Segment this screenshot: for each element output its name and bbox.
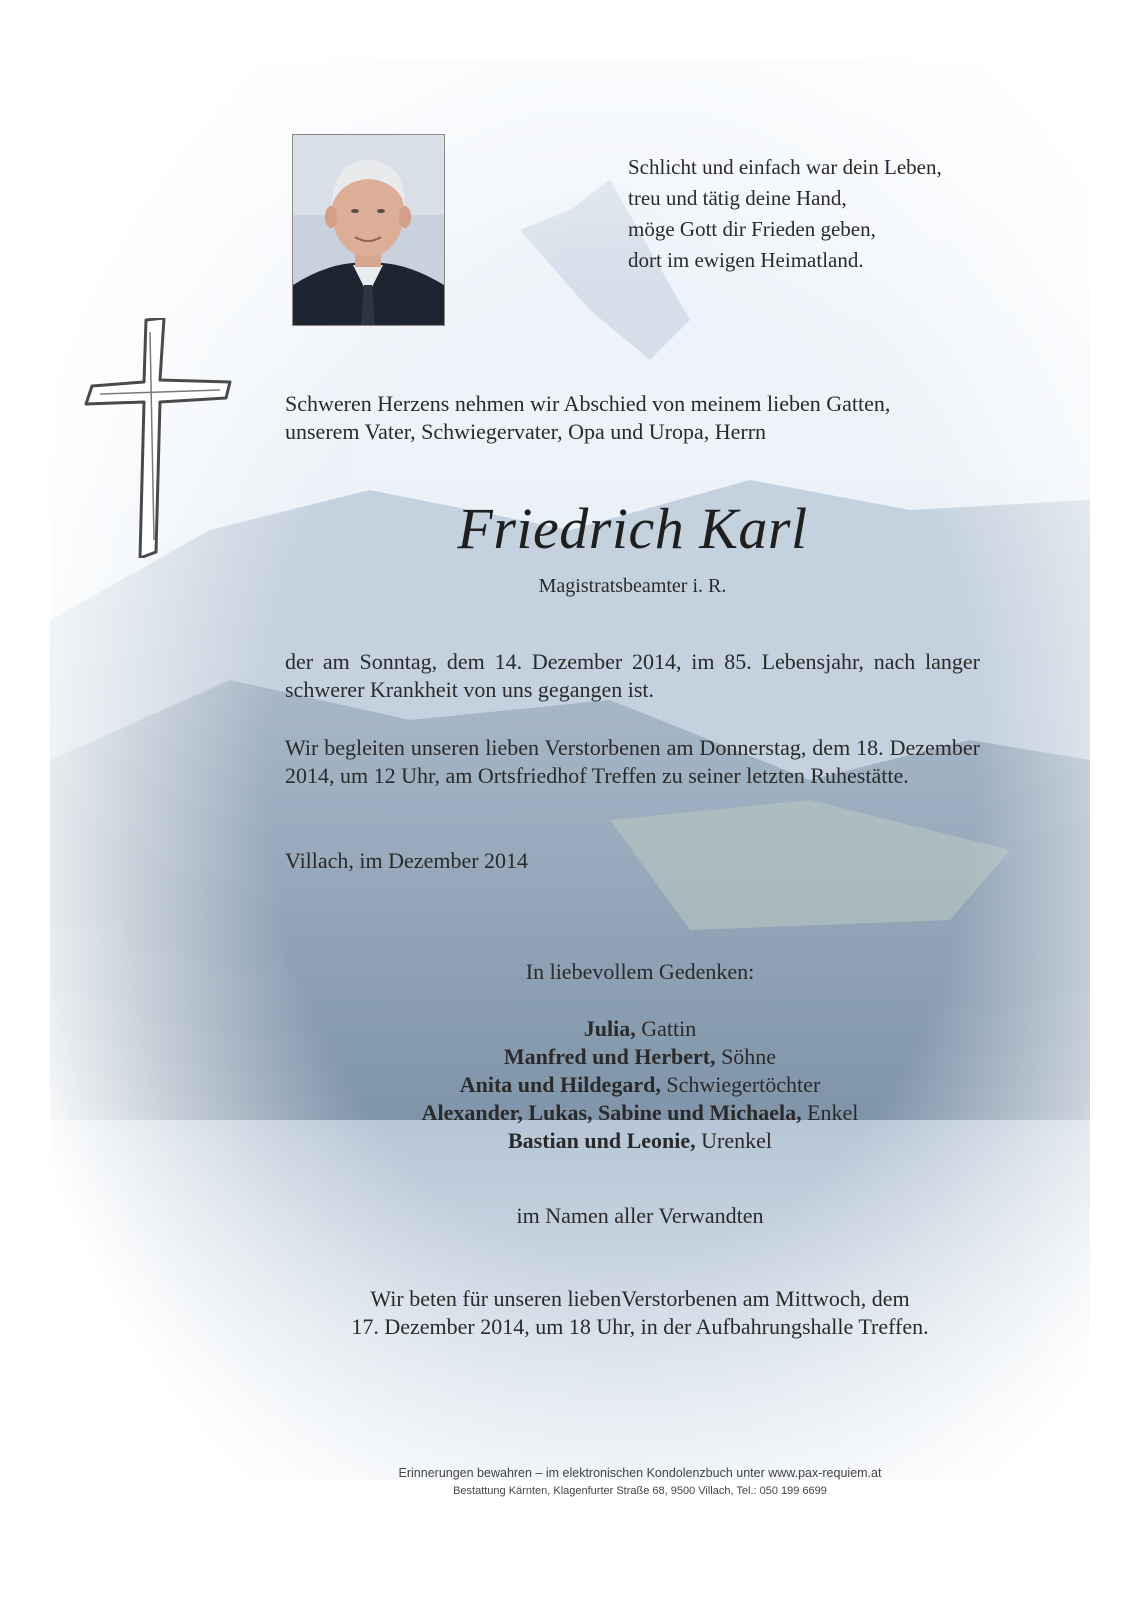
mourner-names: Bastian und Leonie, (507, 1128, 696, 1153)
poem-line: Schlicht und einfach war dein Leben, (628, 155, 942, 179)
mourner-relation: Enkel (807, 1100, 859, 1125)
mourner-relation: Urenkel (701, 1128, 773, 1153)
footer-address-line: Bestattung Kärnten, Klagenfurter Straße 68, 9500 Villach, Tel.: 050 199 6699 (453, 1485, 827, 1497)
mourner-relation: Söhne (721, 1044, 777, 1069)
mourner-line (180, 1071, 1100, 1099)
intro-line: unserem Vater, Schwiegervater, Opa und Uropa, Herrn (285, 419, 767, 444)
deceased-title: Magistratsbeamter i. R. (538, 575, 727, 597)
death-notice: der am Sonntag, dem 14. Dezember 2014, im 85. Lebensjahr, nach langer schwerer Krankheit von uns gegangen ist. (285, 649, 980, 702)
deceased-name: Friedrich Karl (457, 496, 808, 561)
on-behalf-line: im Namen aller Verwandten (516, 1203, 764, 1228)
poem-line: dort im ewigen Heimatland. (628, 248, 864, 272)
portrait-photo (292, 134, 445, 326)
mourner-line (180, 1099, 1100, 1127)
intro-text (285, 390, 980, 446)
cross-icon (84, 318, 234, 558)
prayer-line: 17. Dezember 2014, um 18 Uhr, in der Aufbahrungshalle Treffen. (351, 1314, 929, 1339)
prayer-line: Wir beten für unseren liebenVerstorbenen am Mittwoch, dem (370, 1286, 910, 1311)
footer-condolence-line: Erinnerungen bewahren – im elektronischen Kondolenzbuch unter www.pax-requiem.at (398, 1466, 882, 1480)
poem (628, 152, 958, 276)
mourner-line (180, 1043, 1100, 1071)
poem-line: möge Gott dir Frieden geben, (628, 217, 876, 241)
poem-line: treu und tätig deine Hand, (628, 186, 847, 210)
place-date: Villach, im Dezember 2014 (285, 848, 529, 873)
mourner-relation: Gattin (641, 1016, 697, 1041)
mourner-names: Alexander, Lukas, Sabine und Michaela, (421, 1100, 802, 1125)
mourner-line (180, 1127, 1100, 1155)
mourner-line (180, 1015, 1100, 1043)
gedenken-heading: In liebevollem Gedenken: (525, 959, 755, 984)
mourner-names: Anita und Hildegard, (459, 1072, 661, 1097)
mourner-relation: Schwiegertöchter (666, 1072, 821, 1097)
burial-notice: Wir begleiten unseren lieben Verstorbenen am Donnerstag, dem 18. Dezember 2014, um 12 Uhr, am Ortsfriedhof Treffen zu seiner letzten Ruhestätte. (285, 735, 980, 788)
mourner-names: Manfred und Herbert, (503, 1044, 716, 1069)
mourner-names: Julia, (583, 1016, 636, 1041)
prayer-notice (180, 1285, 1100, 1341)
mourners-list (180, 1015, 1100, 1155)
intro-line: Schweren Herzens nehmen wir Abschied von meinem lieben Gatten, (285, 391, 891, 416)
